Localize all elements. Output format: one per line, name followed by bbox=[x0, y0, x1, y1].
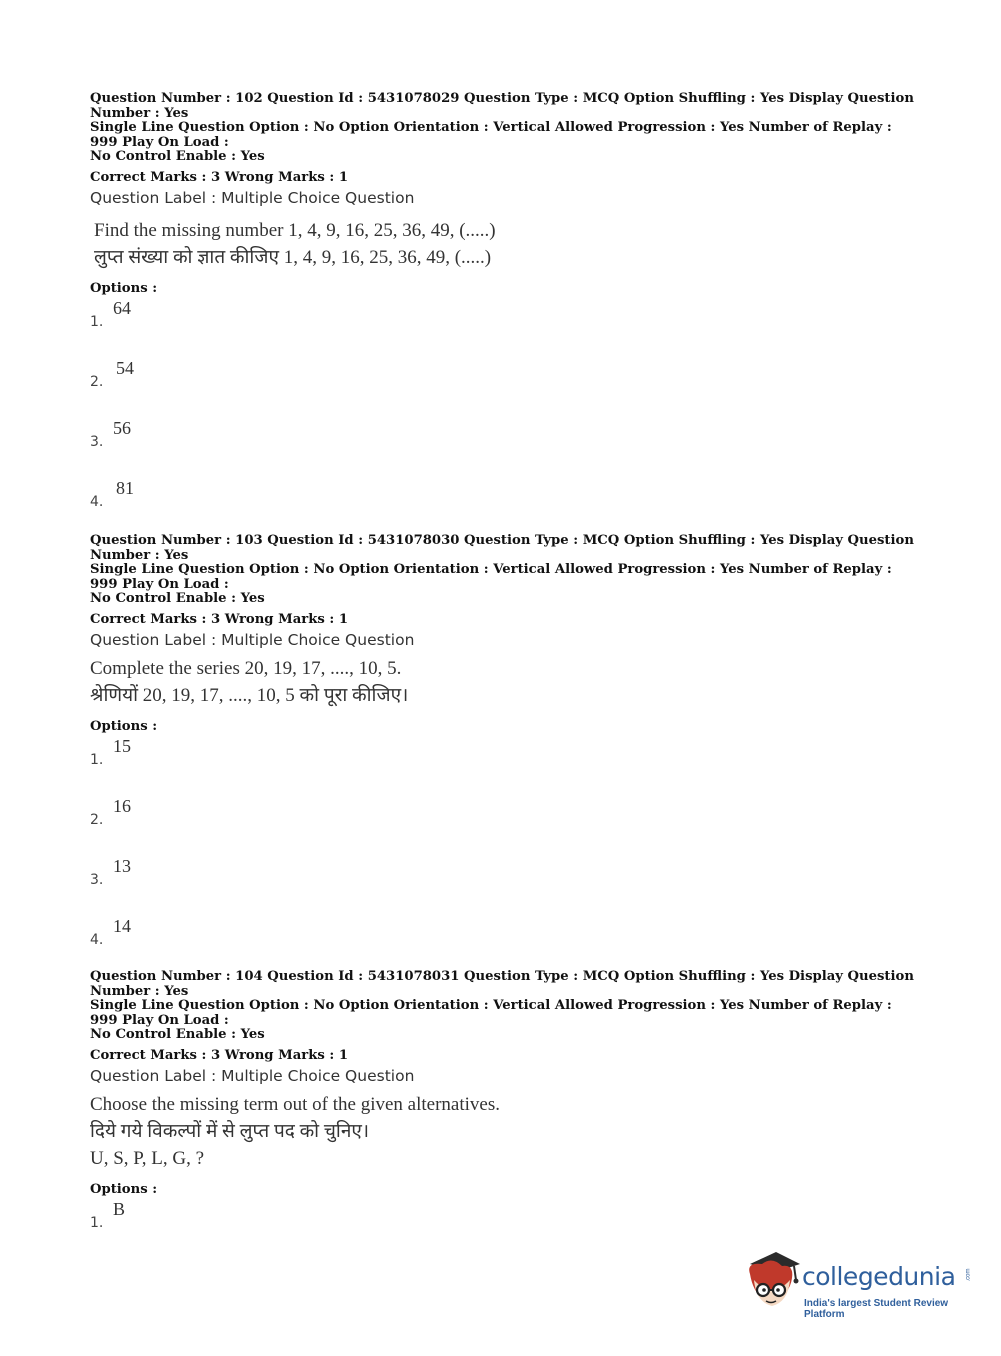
question-text-english: Find the missing number 1, 4, 9, 16, 25, 36, 49, (.....) bbox=[94, 219, 496, 241]
question-text-hindi: श्रेणियों 20, 19, 17, ...., 10, 5 को पूरा कीजिए। bbox=[90, 684, 409, 706]
option-item[interactable] bbox=[90, 418, 920, 478]
option-item[interactable] bbox=[90, 916, 920, 976]
question-meta-line: Question Number : 103 Question Id : 5431078030 Question Type : MCQ Option Shuffling : Yes Display Question Number : Yes bbox=[90, 533, 914, 563]
question-block-103 bbox=[90, 534, 920, 976]
options-heading: Options : bbox=[90, 718, 158, 734]
option-item[interactable] bbox=[90, 736, 920, 796]
option-value: 54 bbox=[116, 357, 134, 378]
question-text bbox=[90, 217, 920, 271]
option-value: 56 bbox=[113, 417, 131, 438]
question-text-english: Complete the series 20, 19, 17, ...., 10, 5. bbox=[90, 657, 402, 679]
option-number: 4. bbox=[90, 931, 104, 948]
question-meta-line: No Control Enable : Yes bbox=[90, 591, 265, 606]
option-value: B bbox=[113, 1198, 126, 1219]
option-number: 1. bbox=[90, 751, 104, 768]
question-text-hindi: लुप्त संख्या को ज्ञात कीजिए 1, 4, 9, 16, 25, 36, 49, (.....) bbox=[94, 246, 492, 268]
question-text bbox=[90, 655, 920, 709]
options-list bbox=[90, 736, 920, 976]
question-label: Question Label : Multiple Choice Question bbox=[90, 630, 415, 649]
question-marks: Correct Marks : 3 Wrong Marks : 1 bbox=[90, 611, 348, 627]
collegedunia-logo[interactable] bbox=[742, 1250, 972, 1320]
option-value: 16 bbox=[113, 795, 131, 816]
option-number: 1. bbox=[90, 313, 104, 330]
option-number: 1. bbox=[90, 1214, 104, 1231]
question-label: Question Label : Multiple Choice Question bbox=[90, 1066, 415, 1085]
question-marks: Correct Marks : 3 Wrong Marks : 1 bbox=[90, 169, 348, 185]
question-block-102 bbox=[90, 92, 920, 538]
option-value: 13 bbox=[113, 855, 131, 876]
question-text-hindi: दिये गये विकल्पों में से लुप्त पद को चुनिए। bbox=[90, 1120, 370, 1142]
option-value: 81 bbox=[116, 477, 134, 498]
option-value: 64 bbox=[113, 297, 131, 318]
option-item[interactable] bbox=[90, 478, 920, 538]
option-value: 14 bbox=[113, 915, 131, 936]
question-meta-line: Question Number : 104 Question Id : 5431078031 Question Type : MCQ Option Shuffling : Yes Display Question Number : Yes bbox=[90, 969, 914, 999]
option-number: 2. bbox=[90, 811, 104, 828]
option-number: 4. bbox=[90, 493, 104, 510]
question-label: Question Label : Multiple Choice Question bbox=[90, 188, 415, 207]
question-block-104 bbox=[90, 970, 920, 1259]
question-text bbox=[90, 1091, 920, 1172]
option-item[interactable] bbox=[90, 856, 920, 916]
question-meta-line: No Control Enable : Yes bbox=[90, 149, 265, 164]
option-item[interactable] bbox=[90, 796, 920, 856]
question-meta-line: Single Line Question Option : No Option Orientation : Vertical Allowed Progression : Yes Number of Replay : 999 Play On Load : bbox=[90, 120, 892, 150]
question-marks: Correct Marks : 3 Wrong Marks : 1 bbox=[90, 1047, 348, 1063]
question-meta-line: No Control Enable : Yes bbox=[90, 1027, 265, 1042]
option-item[interactable] bbox=[90, 298, 920, 358]
question-meta-line: Single Line Question Option : No Option Orientation : Vertical Allowed Progression : Yes Number of Replay : 999 Play On Load : bbox=[90, 998, 892, 1028]
question-text-english: Choose the missing term out of the given alternatives. bbox=[90, 1093, 501, 1115]
option-value: 15 bbox=[113, 735, 131, 756]
mascot-icon bbox=[742, 1250, 802, 1312]
option-item[interactable] bbox=[90, 358, 920, 418]
option-number: 2. bbox=[90, 373, 104, 390]
question-meta-line: Single Line Question Option : No Option Orientation : Vertical Allowed Progression : Yes Number of Replay : 999 Play On Load : bbox=[90, 562, 892, 592]
logo-domain-suffix: .com bbox=[965, 1268, 972, 1282]
options-heading: Options : bbox=[90, 280, 158, 296]
option-number: 3. bbox=[90, 433, 104, 450]
logo-tagline: India's largest Student Review Platform bbox=[804, 1298, 949, 1320]
options-list bbox=[90, 298, 920, 538]
question-text-sequence: U, S, P, L, G, ? bbox=[90, 1147, 205, 1169]
question-meta-line: Question Number : 102 Question Id : 5431078029 Question Type : MCQ Option Shuffling : Yes Display Question Number : Yes bbox=[90, 91, 914, 121]
logo-wordmark: collegedunia bbox=[802, 1262, 956, 1291]
option-number: 3. bbox=[90, 871, 104, 888]
options-heading: Options : bbox=[90, 1181, 158, 1197]
